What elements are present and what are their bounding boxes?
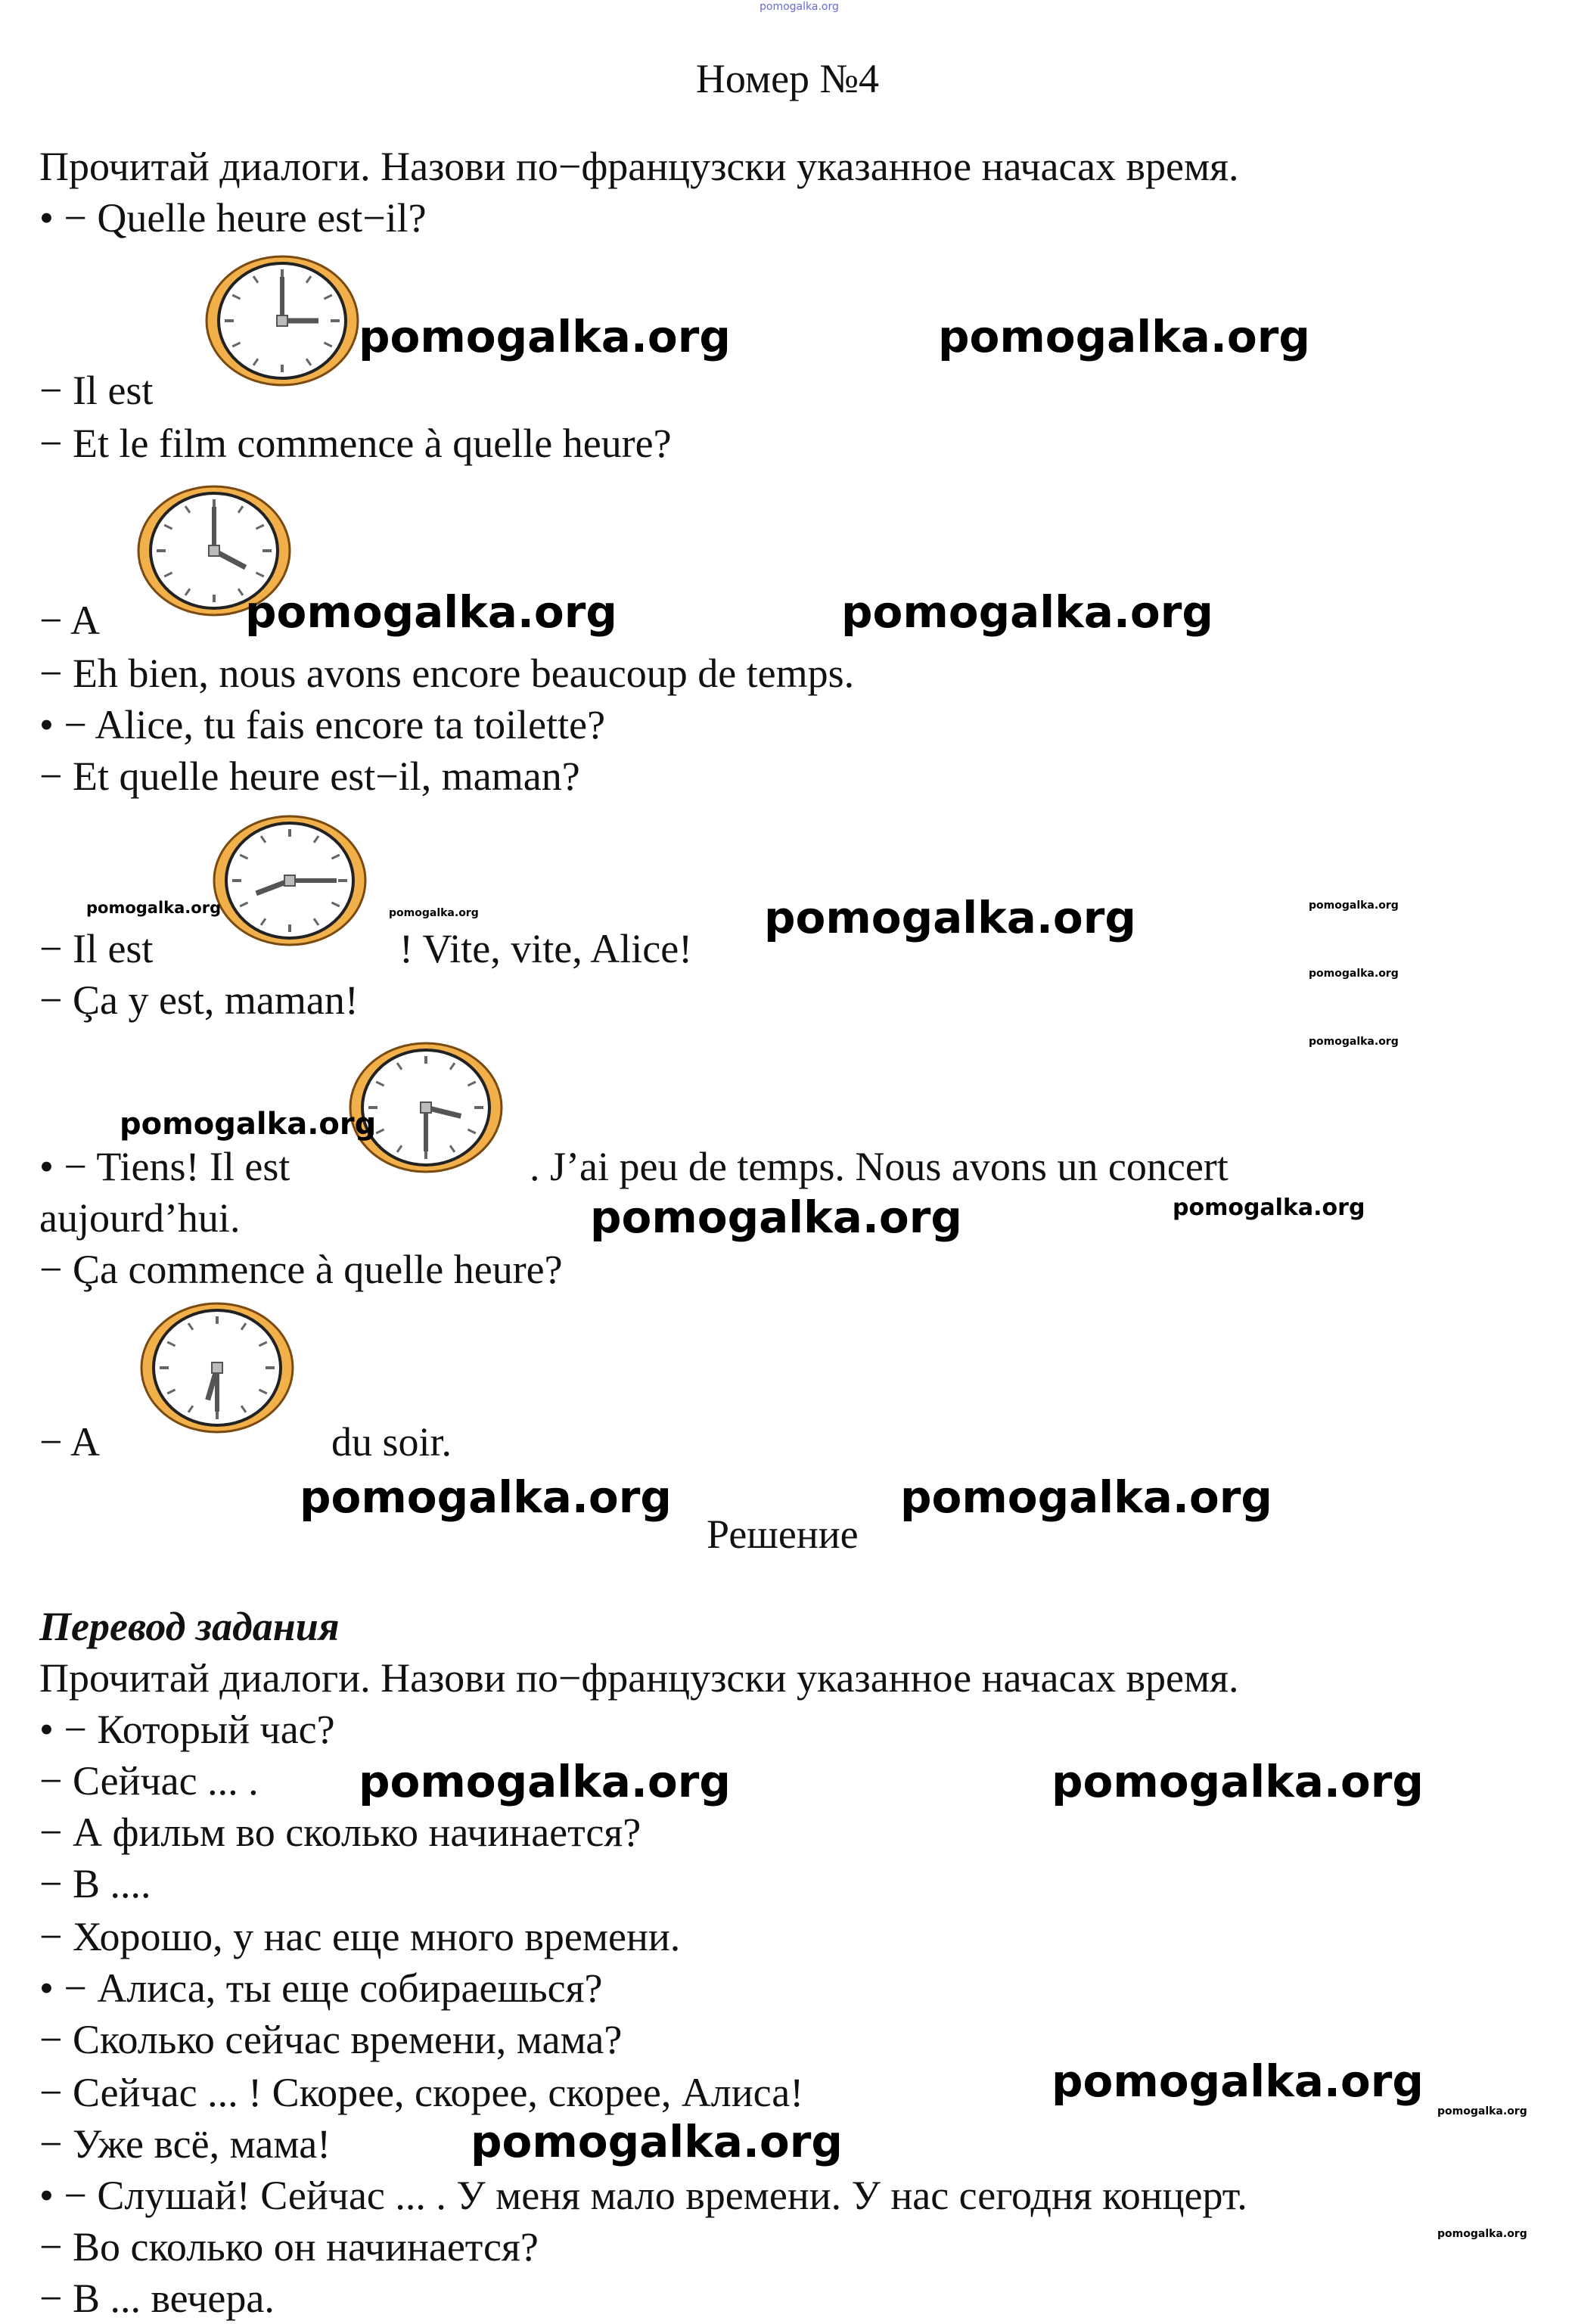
translation-line: • − Слушай! Сейчас ... . У меня мало времени. У нас сегодня концерт. — [39, 2173, 1247, 2218]
task-instruction: Прочитай диалоги. Назови по−французски указанное начасах время. — [39, 144, 1239, 189]
dialog-line: − Il est — [39, 926, 154, 971]
dialog-line: − Et quelle heure est−il, maman? — [39, 753, 580, 799]
page-title: Номер №4 — [695, 56, 880, 101]
watermark: pomogalka.org — [1309, 1036, 1399, 1048]
clock-center — [421, 1102, 431, 1113]
dialog-line: − Ça commence à quelle heure? — [39, 1247, 563, 1292]
dialog-line: ! Vite, vite, Alice! — [399, 926, 693, 971]
translation-line: − В ... вечера. — [39, 2276, 275, 2321]
watermark: pomogalka.org — [1173, 1195, 1365, 1221]
translation-heading: Перевод задания — [39, 1604, 340, 1649]
dialog-line: du soir. — [331, 1419, 452, 1465]
watermark: pomogalka.org — [1052, 1756, 1424, 1807]
translation-instruction: Прочитай диалоги. Назови по−французски указанное начасах время. — [39, 1655, 1239, 1701]
watermark: pomogalka.org — [389, 907, 479, 919]
clock-image — [139, 1301, 295, 1434]
clock-center — [209, 545, 219, 556]
watermark: pomogalka.org — [86, 899, 222, 917]
watermark: pomogalka.org — [1309, 899, 1399, 912]
watermark: pomogalka.org — [1052, 2055, 1424, 2107]
watermark: pomogalka.org — [760, 1, 839, 13]
dialog-line: − Il est — [39, 368, 154, 413]
watermark: pomogalka.org — [938, 311, 1310, 362]
dialog-line: • − Tiens! Il est — [39, 1144, 290, 1189]
clock-center — [284, 875, 295, 886]
clock-image — [212, 814, 368, 947]
dialog-line: . J’ai peu de temps. Nous avons un concert — [530, 1144, 1229, 1189]
watermark: pomogalka.org — [1437, 2228, 1527, 2240]
watermark: pomogalka.org — [764, 892, 1136, 943]
translation-line: − Сейчас ... ! Скорее, скорее, скорее, Алиса! — [39, 2070, 804, 2115]
dialog-line: − Eh bien, nous avons encore beaucoup de temps. — [39, 651, 855, 696]
watermark: pomogalka.org — [471, 2116, 843, 2167]
watermark: pomogalka.org — [900, 1471, 1272, 1523]
watermark: pomogalka.org — [590, 1192, 962, 1243]
watermark: pomogalka.org — [300, 1471, 672, 1523]
watermark: pomogalka.org — [359, 311, 731, 362]
translation-line: − Уже всё, мама! — [39, 2121, 331, 2167]
watermark: pomogalka.org — [245, 586, 617, 638]
dialog-line: aujourd’hui. — [39, 1195, 241, 1241]
solution-label: Решение — [707, 1512, 859, 1557]
clock-center — [277, 315, 287, 326]
watermark: pomogalka.org — [841, 586, 1213, 638]
dialog-line: − A — [39, 598, 100, 643]
translation-line: − Во сколько он начинается? — [39, 2224, 539, 2270]
dialog-line: • − Alice, tu fais encore ta toilette? — [39, 702, 606, 747]
translation-line: − В .... — [39, 1861, 151, 1906]
translation-line: • − Алиса, ты еще собираешься? — [39, 1965, 603, 2011]
translation-line: − Хорошо, у нас еще много времени. — [39, 1914, 681, 1959]
dialog-line: − Et le film commence à quelle heure? — [39, 421, 672, 466]
translation-line: − А фильм во сколько начинается? — [39, 1810, 641, 1855]
dialog-line: − Ça y est, maman! — [39, 977, 359, 1023]
watermark: pomogalka.org — [1309, 968, 1399, 980]
watermark: pomogalka.org — [359, 1756, 731, 1807]
watermark: pomogalka.org — [1437, 2105, 1527, 2117]
translation-line: − Сколько сейчас времени, мама? — [39, 2017, 623, 2062]
translation-line: − Сейчас ... . — [39, 1758, 259, 1804]
clock-image — [204, 254, 360, 387]
dialog-line: • − Quelle heure est−il? — [39, 195, 427, 241]
translation-line: • − Который час? — [39, 1707, 335, 1752]
watermark: pomogalka.org — [120, 1107, 377, 1142]
dialog-line: − A — [39, 1419, 100, 1465]
clock-center — [212, 1362, 222, 1373]
